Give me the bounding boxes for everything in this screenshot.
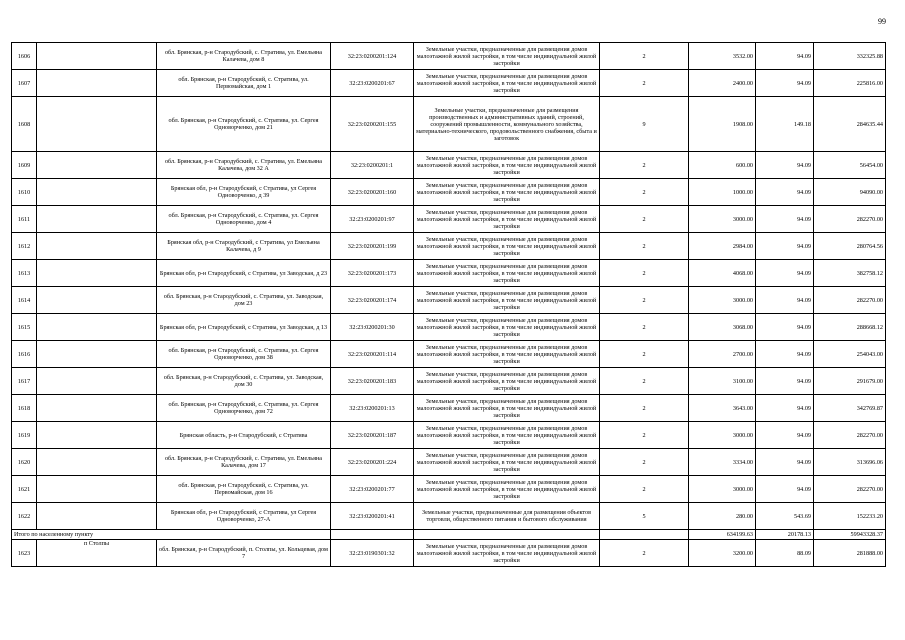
table-row [12,540,886,567]
cadastral-value-cell: 291679.00 [814,368,886,395]
group-cell: 2 [600,314,689,341]
table-body [12,43,886,567]
section-cell [37,287,157,314]
land-use-cell: Земельные участки, предназначенные для размещения домов малоэтажной жилой застройки, в том числе индивидуальной жилой застройки [414,287,600,314]
cadastral-value-cell: 284635.44 [814,97,886,152]
table-row [12,179,886,206]
address-cell: обл. Брянская, р-н Стародубский, с. Стратива, ул. Сергея Одноворченко, дом 21 [157,97,331,152]
row-number: 1606 [12,43,37,70]
group-cell: 2 [600,43,689,70]
row-number: 1618 [12,395,37,422]
cadastral-number-cell: 32:23:0200201:124 [331,43,414,70]
area-cell: 3000.00 [689,422,756,449]
cadastral-value-cell: 313696.06 [814,449,886,476]
rate-cell: 94.09 [756,287,814,314]
address-cell: обл. Брянская, р-н Стародубский, с. Стратива, ул. Сергея Одноворченко, дом 4 [157,206,331,233]
cadastral-number-cell: 32:23:0190301:32 [331,540,414,567]
row-number: 1608 [12,97,37,152]
cadastral-value-cell: 282270.00 [814,287,886,314]
row-number: 1622 [12,503,37,530]
cadastral-value-cell: 342769.87 [814,395,886,422]
row-number: 1615 [12,314,37,341]
cadastral-number-cell: 32:23:0200201:13 [331,395,414,422]
total-empty-cell [600,530,689,540]
land-use-cell: Земельные участки, предназначенные для размещения домов малоэтажной жилой застройки, в том числе индивидуальной жилой застройки [414,152,600,179]
section-cell [37,152,157,179]
cadastral-value-cell: 152233.20 [814,503,886,530]
section-cell [37,70,157,97]
address-cell: Брянская обл, р-н Стародубский, с Стратива, ул Заводская, д 13 [157,314,331,341]
group-cell: 2 [600,206,689,233]
cadastral-number-cell: 32:23:0200201:155 [331,97,414,152]
row-number: 1610 [12,179,37,206]
row-number: 1609 [12,152,37,179]
group-cell: 2 [600,260,689,287]
group-cell: 2 [600,540,689,567]
land-use-cell: Земельные участки, предназначенные для размещения производственных и административных зданий, строений, сооружений промышленности, коммунального хозяйства, материально-технического, продовольственного снабжения, сбыта и заготовок [414,97,600,152]
row-number: 1614 [12,287,37,314]
rate-cell: 94.09 [756,206,814,233]
table-row [12,314,886,341]
table-row [12,206,886,233]
group-cell: 2 [600,395,689,422]
area-cell: 4068.00 [689,260,756,287]
address-cell: обл. Брянская, р-н Стародубский, с. Стратива, ул. Первомайская, дом 16 [157,476,331,503]
table-row [12,287,886,314]
area-cell: 3000.00 [689,476,756,503]
cadastral-number-cell: 32:23:0200201:187 [331,422,414,449]
table-row [12,395,886,422]
land-use-cell: Земельные участки, предназначенные для размещения домов малоэтажной жилой застройки, в том числе индивидуальной жилой застройки [414,179,600,206]
cadastral-value-cell: 332325.88 [814,43,886,70]
area-cell: 280.00 [689,503,756,530]
address-cell: обл. Брянская, р-н Стародубский, с. Стратива, ул. Сергея Одноворченко, дом 38 [157,341,331,368]
section-cell [37,341,157,368]
rate-cell: 94.09 [756,422,814,449]
table-row [12,43,886,70]
rate-cell: 94.09 [756,70,814,97]
rate-cell: 94.09 [756,43,814,70]
area-cell: 3068.00 [689,314,756,341]
rate-cell: 88.09 [756,540,814,567]
table-row [12,152,886,179]
area-cell: 3643.00 [689,395,756,422]
cadastral-number-cell: 32:23:0200201:97 [331,206,414,233]
area-cell: 3200.00 [689,540,756,567]
group-cell: 2 [600,422,689,449]
section-cell: п Столпы [37,540,157,567]
group-cell: 5 [600,503,689,530]
group-cell: 2 [600,368,689,395]
address-cell: обл. Брянская, р-н Стародубский, с. Стратива, ул. Заводская, дом 30 [157,368,331,395]
address-cell: обл. Брянская, р-н Стародубский, с. Стратива, ул. Сергея Одноворченко, дом 72 [157,395,331,422]
land-use-cell: Земельные участки, предназначенные для размещения домов малоэтажной жилой застройки, в том числе индивидуальной жилой застройки [414,43,600,70]
cadastral-value-cell: 382758.12 [814,260,886,287]
row-number: 1617 [12,368,37,395]
total-value: 59943328.37 [814,530,886,540]
total-row [12,530,886,540]
address-cell: обл. Брянская, р-н Стародубский, с. Стратива, ул. Емельяна Калачева, дом 8 [157,43,331,70]
land-use-cell: Земельные участки, предназначенные для размещения домов малоэтажной жилой застройки, в том числе индивидуальной жилой застройки [414,260,600,287]
address-cell: обл. Брянская, р-н Стародубский, с. Стратива, ул. Первомайская, дом 1 [157,70,331,97]
cadastral-value-cell: 280764.56 [814,233,886,260]
table-row [12,368,886,395]
group-cell: 2 [600,287,689,314]
cadastral-number-cell: 32:23:0200201:224 [331,449,414,476]
row-number: 1623 [12,540,37,567]
cadastral-number-cell: 32:23:0200201:173 [331,260,414,287]
cadastral-value-cell: 288668.12 [814,314,886,341]
address-cell: Брянская обл, р-н Стародубский, с Стратива, ул Сергея Одноворченко, д 39 [157,179,331,206]
table-row [12,341,886,368]
total-empty-cell [414,530,600,540]
row-number: 1611 [12,206,37,233]
table-row [12,449,886,476]
section-cell [37,206,157,233]
cadastral-number-cell: 32:23:0200201:160 [331,179,414,206]
cadastral-number-cell: 32:23:0200201:30 [331,314,414,341]
cadastral-number-cell: 32:23:0200201:174 [331,287,414,314]
land-use-cell: Земельные участки, предназначенные для размещения домов малоэтажной жилой застройки, в том числе индивидуальной жилой застройки [414,70,600,97]
cadastral-number-cell: 32:23:0200201:41 [331,503,414,530]
row-number: 1621 [12,476,37,503]
total-empty-cell [331,530,414,540]
table-row [12,503,886,530]
area-cell: 3532.00 [689,43,756,70]
rate-cell: 94.09 [756,179,814,206]
group-cell: 2 [600,152,689,179]
land-use-cell: Земельные участки, предназначенные для размещения домов малоэтажной жилой застройки, в том числе индивидуальной жилой застройки [414,422,600,449]
rate-cell: 94.09 [756,395,814,422]
total-label: Итого по населенному пункту [12,530,331,540]
address-cell: Брянская обл, р-н Стародубский, с Стратива, ул Емельяна Калачева, д 9 [157,233,331,260]
land-use-cell: Земельные участки, предназначенные для размещения домов малоэтажной жилой застройки, в том числе индивидуальной жилой застройки [414,368,600,395]
area-cell: 2700.00 [689,341,756,368]
land-register-table [11,42,886,567]
table-row [12,476,886,503]
cadastral-value-cell: 281888.00 [814,540,886,567]
cadastral-number-cell: 32:23:0200201:199 [331,233,414,260]
table-row [12,233,886,260]
area-cell: 2984.00 [689,233,756,260]
row-number: 1613 [12,260,37,287]
section-cell [37,314,157,341]
rate-cell: 94.09 [756,341,814,368]
section-cell [37,368,157,395]
address-cell: обл. Брянская, р-н Стародубский, с. Стратива, ул. Заводская, дом 23 [157,287,331,314]
table-row [12,70,886,97]
section-cell [37,422,157,449]
land-use-cell: Земельные участки, предназначенные для размещения домов малоэтажной жилой застройки, в том числе индивидуальной жилой застройки [414,233,600,260]
cadastral-value-cell: 282270.00 [814,422,886,449]
area-cell: 3334.00 [689,449,756,476]
address-cell: обл. Брянская, р-н Стародубский, с. Стратива, ул. Емельяна Калачева, дом 17 [157,449,331,476]
rate-cell: 94.09 [756,476,814,503]
area-cell: 2400.00 [689,70,756,97]
cadastral-value-cell: 225816.00 [814,70,886,97]
land-use-cell: Земельные участки, предназначенные для размещения домов малоэтажной жилой застройки, в том числе индивидуальной жилой застройки [414,395,600,422]
cadastral-number-cell: 32:23:0200201:183 [331,368,414,395]
cadastral-value-cell: 254043.00 [814,341,886,368]
total-area: 634199.63 [689,530,756,540]
land-use-cell: Земельные участки, предназначенные для размещения домов малоэтажной жилой застройки, в том числе индивидуальной жилой застройки [414,540,600,567]
section-cell [37,97,157,152]
area-cell: 3000.00 [689,287,756,314]
rate-cell: 94.09 [756,314,814,341]
cadastral-number-cell: 32:23:0200201:1 [331,152,414,179]
rate-cell: 149.18 [756,97,814,152]
group-cell: 2 [600,233,689,260]
rate-cell: 94.09 [756,233,814,260]
row-number: 1620 [12,449,37,476]
section-cell [37,449,157,476]
rate-cell: 543.69 [756,503,814,530]
group-cell: 2 [600,341,689,368]
address-cell: обл. Брянская, р-н Стародубский, с. Стратива, ул. Емельяна Калачева, дом 32 А [157,152,331,179]
cadastral-value-cell: 94090.00 [814,179,886,206]
group-cell: 2 [600,179,689,206]
section-cell [37,260,157,287]
group-cell: 9 [600,97,689,152]
table-row [12,260,886,287]
section-cell [37,179,157,206]
section-cell [37,395,157,422]
row-number: 1607 [12,70,37,97]
area-cell: 3100.00 [689,368,756,395]
land-use-cell: Земельные участки, предназначенные для размещения домов малоэтажной жилой застройки, в том числе индивидуальной жилой застройки [414,314,600,341]
table-row [12,422,886,449]
area-cell: 1000.00 [689,179,756,206]
land-use-cell: Земельные участки, предназначенные для размещения объектов торговли, общественного питания и бытового обслуживания [414,503,600,530]
group-cell: 2 [600,449,689,476]
rate-cell: 94.09 [756,152,814,179]
table-row [12,97,886,152]
land-use-cell: Земельные участки, предназначенные для размещения домов малоэтажной жилой застройки, в том числе индивидуальной жилой застройки [414,341,600,368]
cadastral-number-cell: 32:23:0200201:77 [331,476,414,503]
land-use-cell: Земельные участки, предназначенные для размещения домов малоэтажной жилой застройки, в том числе индивидуальной жилой застройки [414,476,600,503]
group-cell: 2 [600,476,689,503]
rate-cell: 94.09 [756,260,814,287]
section-cell [37,43,157,70]
row-number: 1619 [12,422,37,449]
section-cell [37,233,157,260]
address-cell: обл. Брянская, р-н Стародубский, п. Столпы, ул. Кольцевая, дом 7 [157,540,331,567]
cadastral-value-cell: 282270.00 [814,476,886,503]
area-cell: 3000.00 [689,206,756,233]
cadastral-number-cell: 32:23:0200201:67 [331,70,414,97]
area-cell: 1908.00 [689,97,756,152]
row-number: 1616 [12,341,37,368]
rate-cell: 94.09 [756,368,814,395]
land-use-cell: Земельные участки, предназначенные для размещения домов малоэтажной жилой застройки, в том числе индивидуальной жилой застройки [414,206,600,233]
cadastral-value-cell: 56454.00 [814,152,886,179]
rate-cell: 94.09 [756,449,814,476]
cadastral-value-cell: 282270.00 [814,206,886,233]
area-cell: 600.00 [689,152,756,179]
cadastral-number-cell: 32:23:0200201:114 [331,341,414,368]
total-rate: 20178.13 [756,530,814,540]
section-cell [37,476,157,503]
group-cell: 2 [600,70,689,97]
land-use-cell: Земельные участки, предназначенные для размещения домов малоэтажной жилой застройки, в том числе индивидуальной жилой застройки [414,449,600,476]
section-cell [37,503,157,530]
address-cell: Брянская обл, р-н Стародубский, с Стратива, ул Заводская, д 23 [157,260,331,287]
address-cell: Брянская область, р-н Стародубский, с Стратива [157,422,331,449]
row-number: 1612 [12,233,37,260]
page-number: 99 [878,17,886,26]
address-cell: Брянская обл, р-н Стародубский, с Стратива, ул Сергея Одноворченко, 27-А [157,503,331,530]
